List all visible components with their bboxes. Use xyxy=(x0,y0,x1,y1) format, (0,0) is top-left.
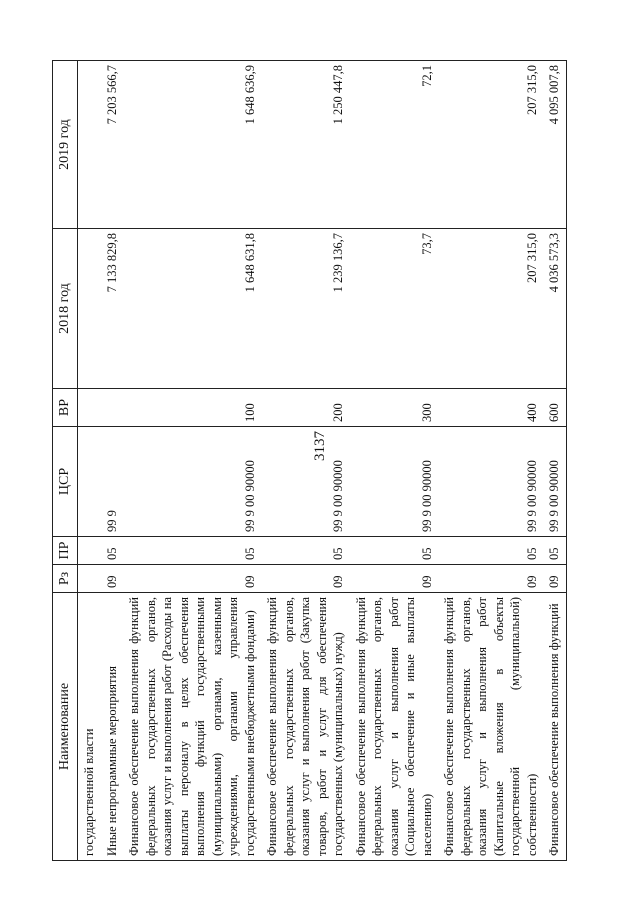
row-pr: 05 xyxy=(543,537,566,565)
row-rz xyxy=(78,565,101,593)
row-2019: 4 095 007,8 xyxy=(543,61,566,229)
row-vr: 600 xyxy=(543,389,566,427)
row-csr: 99 9 00 90000 xyxy=(261,427,350,537)
table-row xyxy=(261,61,350,861)
row-pr: 05 xyxy=(261,537,350,565)
row-name: Финансовое обеспечение выполнения функций федеральных государственных органов, оказания услуг и выполнения работ (Капитальные вложения в объекты государственной (муниципальной) собственности) xyxy=(438,593,543,861)
row-csr: 99 9 00 90000 xyxy=(438,427,543,537)
row-name: Финансовое обеспечение выполнения функций федеральных государственных органов, оказания услуг и выполнения работ (Расходы на выплаты персоналу в целях обеспечения выполнения функций государственными (муниципальными) органами, казенными учреждениями, органами управления государственными внебюджетными фондами) xyxy=(123,593,261,861)
header-2019: 2019 год xyxy=(53,61,78,229)
row-2018: 73,7 xyxy=(350,229,439,389)
header-2018: 2018 год xyxy=(53,229,78,389)
row-2018: 1 239 136,7 xyxy=(261,229,350,389)
row-vr: 100 xyxy=(123,389,261,427)
row-name: Иные непрограммные мероприятия xyxy=(101,593,124,861)
row-vr xyxy=(101,389,124,427)
row-vr: 300 xyxy=(350,389,439,427)
row-csr xyxy=(78,427,101,537)
row-pr: 05 xyxy=(438,537,543,565)
rotated-table-container xyxy=(52,61,592,861)
row-pr: 05 xyxy=(101,537,124,565)
table-row xyxy=(350,61,439,861)
row-rz: 09 xyxy=(543,565,566,593)
row-vr: 400 xyxy=(438,389,543,427)
row-name: Финансовое обеспечение выполнения функций федеральных государственных органов, оказания услуг и выполнения работ (Социальное обеспечение и иные выплаты населению) xyxy=(350,593,439,861)
table-row xyxy=(78,61,101,861)
row-2019: 1 250 447,8 xyxy=(261,61,350,229)
row-2018: 7 133 829,8 xyxy=(101,229,124,389)
row-pr: 05 xyxy=(123,537,261,565)
row-2019: 7 203 566,7 xyxy=(101,61,124,229)
row-name: государственной власти xyxy=(78,593,101,861)
row-2019: 207 315,0 xyxy=(438,61,543,229)
row-rz: 09 xyxy=(350,565,439,593)
table-header-row xyxy=(53,61,78,861)
row-2018: 4 036 573,3 xyxy=(543,229,566,389)
row-rz: 09 xyxy=(261,565,350,593)
row-csr: 99 9 00 90000 xyxy=(543,427,566,537)
table-row xyxy=(543,61,566,861)
table-row xyxy=(438,61,543,861)
row-2019 xyxy=(78,61,101,229)
row-csr: 99 9 00 90000 xyxy=(350,427,439,537)
row-pr: 05 xyxy=(350,537,439,565)
row-2019: 72,1 xyxy=(350,61,439,229)
row-name: Финансовое обеспечение выполнения функций xyxy=(543,593,566,861)
header-csr: ЦСР xyxy=(53,427,78,537)
row-2018: 1 648 631,8 xyxy=(123,229,261,389)
header-pr: ПР xyxy=(53,537,78,565)
header-vr: ВР xyxy=(53,389,78,427)
row-rz: 09 xyxy=(438,565,543,593)
row-2018 xyxy=(78,229,101,389)
row-vr: 200 xyxy=(261,389,350,427)
row-rz: 09 xyxy=(101,565,124,593)
row-name: Финансовое обеспечение выполнения функций федеральных государственных органов, оказания услуг и выполнения работ (Закупка товаров, работ и услуг для обеспечения государственных (муниципальных) нужд) xyxy=(261,593,350,861)
budget-table xyxy=(52,60,567,861)
page-number: 3137 xyxy=(312,431,328,461)
row-vr xyxy=(78,389,101,427)
row-rz: 09 xyxy=(123,565,261,593)
header-name: Наименование xyxy=(53,593,78,861)
row-csr: 99 9 xyxy=(101,427,124,537)
row-2019: 1 648 636,9 xyxy=(123,61,261,229)
row-2018: 207 315,0 xyxy=(438,229,543,389)
table-row xyxy=(101,61,124,861)
row-csr: 99 9 00 90000 xyxy=(123,427,261,537)
header-rz: Рз xyxy=(53,565,78,593)
table-row xyxy=(123,61,261,861)
row-pr xyxy=(78,537,101,565)
